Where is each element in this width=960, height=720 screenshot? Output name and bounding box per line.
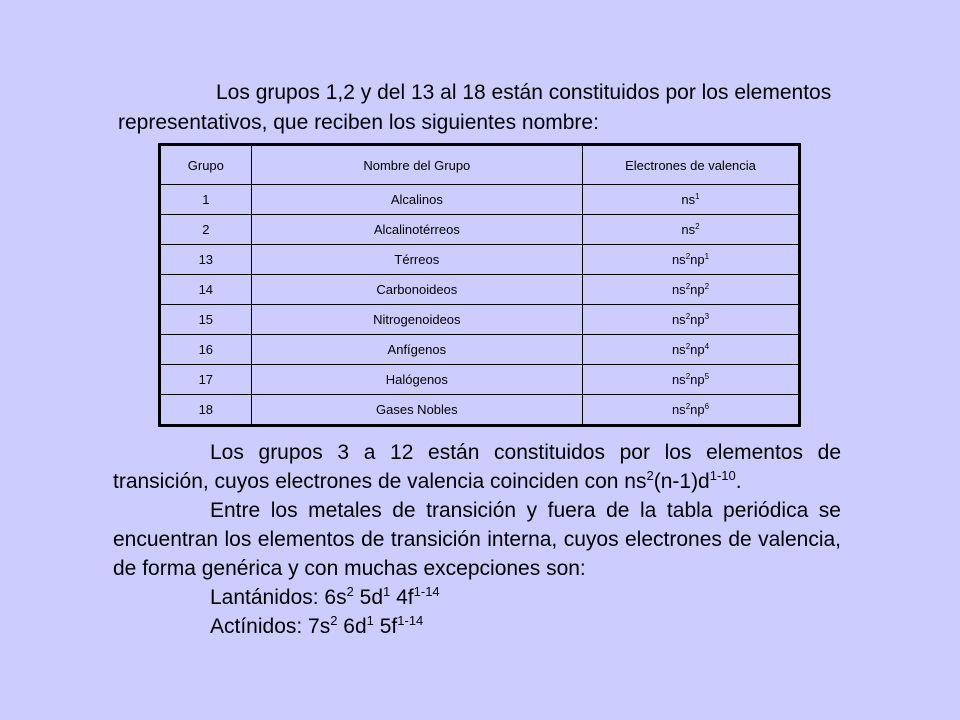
inner-transition-paragraph: Entre los metales de transición y fuera de la tabla periódica se encuentran los elementos de transición interna, cuyos electrones de valencia, de forma genérica y con muchas excepciones son: <box>113 499 841 580</box>
group-number-cell: 1 <box>160 185 252 215</box>
group-name-cell: Anfígenos <box>251 335 582 365</box>
superscript: 2 <box>685 372 691 381</box>
table-row <box>160 215 800 245</box>
superscript: 1-10 <box>709 468 736 483</box>
group-number-cell: 2 <box>160 215 252 245</box>
group-name-cell: Alcalinos <box>251 185 582 215</box>
superscript: 2 <box>704 282 710 291</box>
table-row <box>160 185 800 215</box>
superscript: 2 <box>685 252 691 261</box>
group-name-cell: Alcalinotérreos <box>251 215 582 245</box>
header-grupo: Grupo <box>160 145 252 185</box>
valence-config-cell: $ns^2np^4$ <box>583 335 800 365</box>
header-electrones-de-valencia: Electrones de valencia <box>583 145 800 185</box>
group-number-cell: 15 <box>160 305 252 335</box>
table-row <box>160 395 800 426</box>
valence-config-cell: $ns^1$ <box>583 185 800 215</box>
valence-config-cell: $ns^2np^1$ <box>583 245 800 275</box>
group-number-cell: 14 <box>160 275 252 305</box>
superscript: 6 <box>704 402 710 411</box>
superscript: 2 <box>685 282 691 291</box>
superscript: 1 <box>366 613 374 628</box>
group-number-cell: 13 <box>160 245 252 275</box>
superscript: 2 <box>685 312 691 321</box>
superscript: 2 <box>646 468 654 483</box>
superscript: 5 <box>704 372 710 381</box>
body-text <box>113 438 841 641</box>
superscript: 3 <box>704 312 710 321</box>
table-row <box>160 245 800 275</box>
table-row <box>160 305 800 335</box>
intro-text: Los grupos 1,2 y del 13 al 18 están constituidos por los elementos representativos, que reciben los siguientes nombre: <box>118 81 832 134</box>
superscript: 2 <box>685 342 691 351</box>
table-row <box>160 365 800 395</box>
actinides-config: Actínidos: $7s^2$ $6d^1$ $5f^{1-14}$ <box>210 613 424 638</box>
superscript: 1 <box>383 584 391 599</box>
superscript: 2 <box>695 222 700 231</box>
superscript: 1 <box>704 252 710 261</box>
table-body <box>160 185 800 426</box>
table-row <box>160 335 800 365</box>
superscript: 2 <box>346 584 354 599</box>
group-number-cell: 16 <box>160 335 252 365</box>
valence-config-cell: $ns^2$ <box>583 215 800 245</box>
valence-electrons-table <box>158 143 801 427</box>
group-name-cell: Térreos <box>251 245 582 275</box>
superscript: 4 <box>704 342 710 351</box>
group-number-cell: 18 <box>160 395 252 426</box>
valence-config-cell: $ns^2np^6$ <box>583 395 800 426</box>
superscript: 2 <box>330 613 338 628</box>
superscript: 1-14 <box>413 584 440 599</box>
table-header-row <box>160 145 800 185</box>
superscript: 1 <box>695 192 700 201</box>
transition-elements-paragraph: Los grupos 3 a 12 están constituidos por los elementos de transición, cuyos electrones de valencia coinciden con $ns^2(n-1)d^{1-10}$. <box>113 441 841 493</box>
superscript: 2 <box>685 402 691 411</box>
group-name-cell: Nitrogenoideos <box>251 305 582 335</box>
group-number-cell: 17 <box>160 365 252 395</box>
superscript: 1-14 <box>397 613 424 628</box>
header-nombre-del-grupo: Nombre del Grupo <box>251 145 582 185</box>
valence-config-cell: $ns^2np^5$ <box>583 365 800 395</box>
group-name-cell: Carbonoideos <box>251 275 582 305</box>
group-name-cell: Halógenos <box>251 365 582 395</box>
group-name-cell: Gases Nobles <box>251 395 582 426</box>
lanthanides-config: Lantánidos: $6s^2$ $5d^1$ $4f^{1-14}$ <box>210 584 440 609</box>
valence-config-cell: $ns^2np^2$ <box>583 275 800 305</box>
intro-paragraph <box>118 78 848 138</box>
table-row <box>160 275 800 305</box>
valence-config-cell: $ns^2np^3$ <box>583 305 800 335</box>
